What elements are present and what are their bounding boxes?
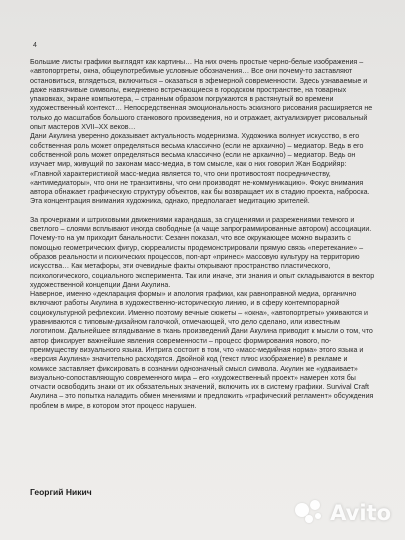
avito-dots-icon [295,500,325,526]
page-number: 4 [33,42,37,49]
article-body [30,58,376,411]
paragraph-3: За прочерками и штриховыми движениями карандаша, за сгущениями и разрежениями темного и светлого – слоями всплывают иногда свободные (а чаще запрограммированные автором) ассоциации. Почему-то на ум приходит банальности: Сезанн показал, что все окружающее можно выразить с помощью геометрических фигур, сюрреалисты продемонстрировали прямую связь «перетекание» – образов реальности и психических процессов, поп-арт «принес» массовую культуру на территорию искусства… Как метафоры, эти очевидные факты открывают пространство пластического, психологического, социального эксперимента. Так или иначе, эти знания и опыт складываются в вектор художественной концепции Дани Акулина. [30,215,375,289]
paragraph-4: Наверное, именно «декларация формы» и апология графики, как равноправной медиа, органично включают работы Акулина в художественно-историческую линию, и в сферу контемпорарной социокультурной рефлексии. Именно поэтому вечные сюжеты – «окна», «автопортреты» уживаются и уравниваются с типовым-дизайном галочкой, отмечающей, что дело сделано, или известным логотипом. Дальнейшее вглядывание в ткань произведений Дани Акулина приводит к мысли о том, что автор фиксирует важнейшие явления современности – процесс формирования нового, по-преимуществу визуального языка. Интрига состоит в том, что «масс-медийная норма» этого языка и «версия Акулина» значительно расходятся. Двойной код (текст плюс изображение) в рекламе и комиксе заставляет фиксировать в сознании однозначный смысл символа. Акулин же «удваивает» визуально-сопоставляющую современного мира – его «художественный проект» намерен хотя бы отчасти освободить знаки от их обязательных значений, включить их в систему графики. Survival Craft Акулина – это попытка наладить обмен мнениями и предложить «графический регламент» обсуждения проблем в мире, в котором этот процесс нарушен. [30,290,374,410]
paragraph-2: Дани Акулина уверенно доказывает актуальность модернизма. Художника волнует искусство, в его собственная роль может определяться весьма классично (если не архаично) – медиатор. Ведь в его собственной роль может определяться весьма классично (если не архаично) – медиатор. Ведь он изучает мир, живущий по законам масс-медиа, в том смысле, как о них говорил Жан Бодрийяр: «Главной характеристикой масс-медиа является то, что они противостоят посредничеству, «антимедиаторы», что они не транзитивны, что они производят не-коммуникацию». Фокус внимания автора обнажает графическую структуру объектов, как бы возвращает их в стадию проекта, наброска. Эта концентрация внимания художника, однако, предполагает медитацию зрителей. [30,132,370,206]
author-signature: Георгий Никич [30,487,92,497]
paragraph-1: Большие листы графики выглядят как картины… На них очень простые черно-белые изображения – «автопортреты, окна, общеупотребимые условные обозначения… Все они почему-то заставляют остановиться, вглядеться, включиться – оказаться в эфемерной современности. Здесь узнаваемые и даже навязчивые символы, ежедневно встречающиеся в городском пространстве, на товарных упаковках, экране компьютера, – странным образом погружаются в растянутый во времени художественный контекст… Непосредственная эмоциональность эскизного рисования расширяется не только до масштабов большого станкового произведения, но и отражает, актуализирует рисовальный опыт мастеров XVII–XX веков… [30,58,373,132]
watermark-text: Avito [330,501,391,525]
avito-watermark [295,500,391,526]
